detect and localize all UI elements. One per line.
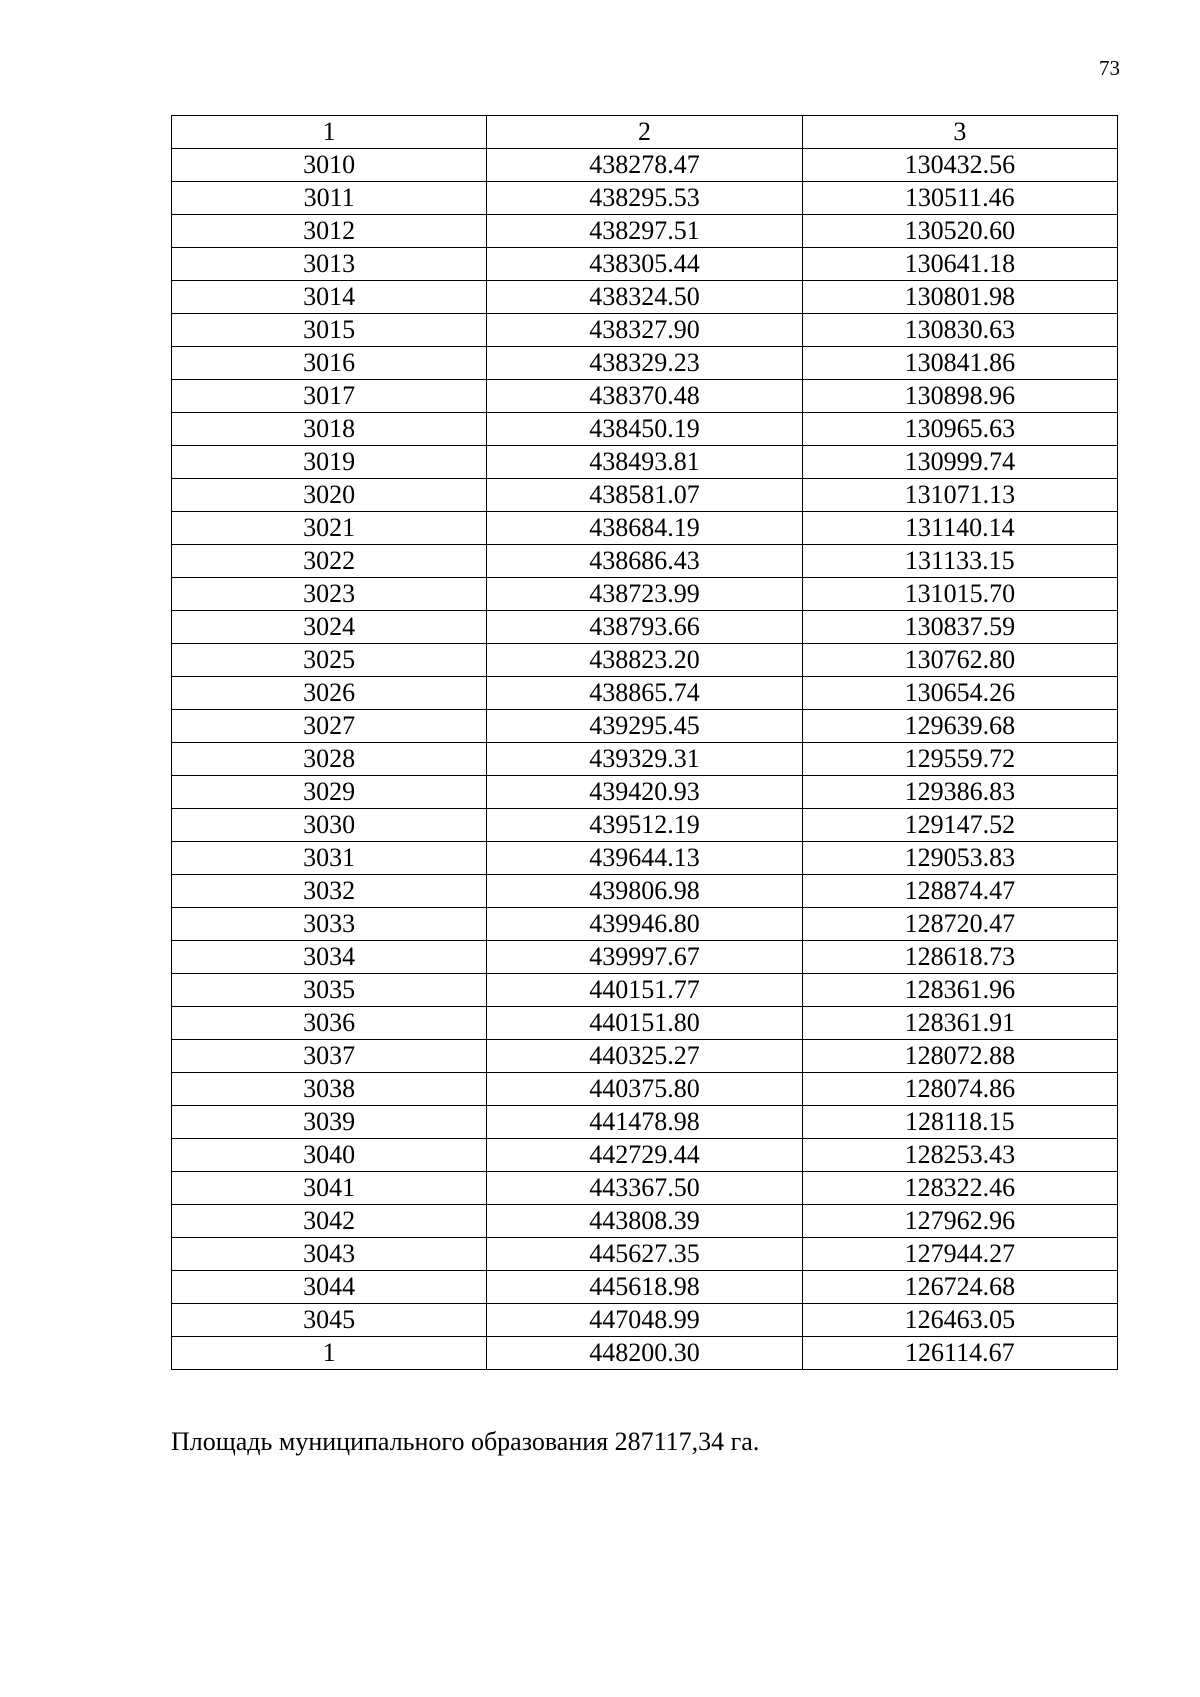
table-row bbox=[172, 446, 1118, 479]
table-row bbox=[172, 842, 1118, 875]
point-number-cell: 3014 bbox=[172, 281, 487, 314]
x-coordinate-cell: 438327.90 bbox=[487, 314, 802, 347]
table-row bbox=[172, 380, 1118, 413]
y-coordinate-cell: 130654.26 bbox=[802, 677, 1117, 710]
x-coordinate-cell: 438581.07 bbox=[487, 479, 802, 512]
table-row bbox=[172, 941, 1118, 974]
table-row bbox=[172, 1040, 1118, 1073]
x-coordinate-cell: 438450.19 bbox=[487, 413, 802, 446]
x-coordinate-cell: 439997.67 bbox=[487, 941, 802, 974]
table-row bbox=[172, 545, 1118, 578]
y-coordinate-cell: 128361.91 bbox=[802, 1007, 1117, 1040]
table-header-row bbox=[172, 116, 1118, 149]
table-row bbox=[172, 908, 1118, 941]
table-row bbox=[172, 1106, 1118, 1139]
y-coordinate-cell: 126463.05 bbox=[802, 1304, 1117, 1337]
y-coordinate-cell: 130898.96 bbox=[802, 380, 1117, 413]
point-number-cell: 3013 bbox=[172, 248, 487, 281]
x-coordinate-cell: 439946.80 bbox=[487, 908, 802, 941]
y-coordinate-cell: 128720.47 bbox=[802, 908, 1117, 941]
point-number-cell: 3032 bbox=[172, 875, 487, 908]
point-number-cell: 3029 bbox=[172, 776, 487, 809]
table-row bbox=[172, 1073, 1118, 1106]
point-number-cell: 3016 bbox=[172, 347, 487, 380]
table-row bbox=[172, 1139, 1118, 1172]
y-coordinate-cell: 129386.83 bbox=[802, 776, 1117, 809]
x-coordinate-cell: 438723.99 bbox=[487, 578, 802, 611]
x-coordinate-cell: 438793.66 bbox=[487, 611, 802, 644]
y-coordinate-cell: 130511.46 bbox=[802, 182, 1117, 215]
y-coordinate-cell: 131071.13 bbox=[802, 479, 1117, 512]
x-coordinate-cell: 438686.43 bbox=[487, 545, 802, 578]
point-number-cell: 3023 bbox=[172, 578, 487, 611]
point-number-cell: 3034 bbox=[172, 941, 487, 974]
point-number-cell: 3026 bbox=[172, 677, 487, 710]
header-cell: 3 bbox=[802, 116, 1117, 149]
x-coordinate-cell: 439329.31 bbox=[487, 743, 802, 776]
x-coordinate-cell: 438305.44 bbox=[487, 248, 802, 281]
point-number-cell: 3036 bbox=[172, 1007, 487, 1040]
point-number-cell: 1 bbox=[172, 1337, 487, 1370]
table-row bbox=[172, 413, 1118, 446]
area-statement: Площадь муниципального образования 287117,34 га. bbox=[171, 1427, 760, 1456]
point-number-cell: 3044 bbox=[172, 1271, 487, 1304]
point-number-cell: 3033 bbox=[172, 908, 487, 941]
x-coordinate-cell: 438370.48 bbox=[487, 380, 802, 413]
x-coordinate-cell: 438278.47 bbox=[487, 149, 802, 182]
x-coordinate-cell: 440151.77 bbox=[487, 974, 802, 1007]
table-row bbox=[172, 875, 1118, 908]
x-coordinate-cell: 438329.23 bbox=[487, 347, 802, 380]
point-number-cell: 3012 bbox=[172, 215, 487, 248]
y-coordinate-cell: 130432.56 bbox=[802, 149, 1117, 182]
point-number-cell: 3040 bbox=[172, 1139, 487, 1172]
y-coordinate-cell: 128618.73 bbox=[802, 941, 1117, 974]
table-row bbox=[172, 1172, 1118, 1205]
table-row bbox=[172, 710, 1118, 743]
y-coordinate-cell: 128118.15 bbox=[802, 1106, 1117, 1139]
y-coordinate-cell: 128074.86 bbox=[802, 1073, 1117, 1106]
y-coordinate-cell: 129053.83 bbox=[802, 842, 1117, 875]
table-row bbox=[172, 215, 1118, 248]
x-coordinate-cell: 441478.98 bbox=[487, 1106, 802, 1139]
y-coordinate-cell: 126724.68 bbox=[802, 1271, 1117, 1304]
x-coordinate-cell: 438324.50 bbox=[487, 281, 802, 314]
table-row bbox=[172, 149, 1118, 182]
point-number-cell: 3037 bbox=[172, 1040, 487, 1073]
table-row bbox=[172, 314, 1118, 347]
x-coordinate-cell: 445627.35 bbox=[487, 1238, 802, 1271]
point-number-cell: 3043 bbox=[172, 1238, 487, 1271]
page-number: 73 bbox=[1099, 56, 1120, 80]
point-number-cell: 3018 bbox=[172, 413, 487, 446]
x-coordinate-cell: 438823.20 bbox=[487, 644, 802, 677]
point-number-cell: 3028 bbox=[172, 743, 487, 776]
point-number-cell: 3015 bbox=[172, 314, 487, 347]
table-row bbox=[172, 1304, 1118, 1337]
x-coordinate-cell: 440375.80 bbox=[487, 1073, 802, 1106]
x-coordinate-cell: 438493.81 bbox=[487, 446, 802, 479]
table-row bbox=[172, 1205, 1118, 1238]
table-row bbox=[172, 1238, 1118, 1271]
table-row bbox=[172, 578, 1118, 611]
y-coordinate-cell: 130837.59 bbox=[802, 611, 1117, 644]
y-coordinate-cell: 131140.14 bbox=[802, 512, 1117, 545]
point-number-cell: 3020 bbox=[172, 479, 487, 512]
point-number-cell: 3024 bbox=[172, 611, 487, 644]
y-coordinate-cell: 130801.98 bbox=[802, 281, 1117, 314]
y-coordinate-cell: 130762.80 bbox=[802, 644, 1117, 677]
point-number-cell: 3011 bbox=[172, 182, 487, 215]
point-number-cell: 3031 bbox=[172, 842, 487, 875]
table-row bbox=[172, 281, 1118, 314]
y-coordinate-cell: 130999.74 bbox=[802, 446, 1117, 479]
table-row bbox=[172, 776, 1118, 809]
point-number-cell: 3035 bbox=[172, 974, 487, 1007]
y-coordinate-cell: 129639.68 bbox=[802, 710, 1117, 743]
table-row bbox=[172, 974, 1118, 1007]
header-cell: 2 bbox=[487, 116, 802, 149]
y-coordinate-cell: 130965.63 bbox=[802, 413, 1117, 446]
header-cell: 1 bbox=[172, 116, 487, 149]
point-number-cell: 3027 bbox=[172, 710, 487, 743]
y-coordinate-cell: 131015.70 bbox=[802, 578, 1117, 611]
y-coordinate-cell: 127962.96 bbox=[802, 1205, 1117, 1238]
x-coordinate-cell: 438684.19 bbox=[487, 512, 802, 545]
point-number-cell: 3010 bbox=[172, 149, 487, 182]
y-coordinate-cell: 128072.88 bbox=[802, 1040, 1117, 1073]
point-number-cell: 3022 bbox=[172, 545, 487, 578]
table-row bbox=[172, 677, 1118, 710]
coordinates-table bbox=[171, 115, 1118, 1370]
point-number-cell: 3019 bbox=[172, 446, 487, 479]
x-coordinate-cell: 447048.99 bbox=[487, 1304, 802, 1337]
table-row bbox=[172, 182, 1118, 215]
x-coordinate-cell: 445618.98 bbox=[487, 1271, 802, 1304]
y-coordinate-cell: 129147.52 bbox=[802, 809, 1117, 842]
y-coordinate-cell: 128361.96 bbox=[802, 974, 1117, 1007]
y-coordinate-cell: 128253.43 bbox=[802, 1139, 1117, 1172]
x-coordinate-cell: 438865.74 bbox=[487, 677, 802, 710]
table-row bbox=[172, 347, 1118, 380]
point-number-cell: 3017 bbox=[172, 380, 487, 413]
point-number-cell: 3039 bbox=[172, 1106, 487, 1139]
x-coordinate-cell: 438295.53 bbox=[487, 182, 802, 215]
x-coordinate-cell: 440325.27 bbox=[487, 1040, 802, 1073]
x-coordinate-cell: 438297.51 bbox=[487, 215, 802, 248]
table-row bbox=[172, 479, 1118, 512]
point-number-cell: 3025 bbox=[172, 644, 487, 677]
point-number-cell: 3038 bbox=[172, 1073, 487, 1106]
table-row bbox=[172, 512, 1118, 545]
y-coordinate-cell: 126114.67 bbox=[802, 1337, 1117, 1370]
x-coordinate-cell: 448200.30 bbox=[487, 1337, 802, 1370]
table-row bbox=[172, 1337, 1118, 1370]
x-coordinate-cell: 443367.50 bbox=[487, 1172, 802, 1205]
point-number-cell: 3042 bbox=[172, 1205, 487, 1238]
point-number-cell: 3041 bbox=[172, 1172, 487, 1205]
point-number-cell: 3021 bbox=[172, 512, 487, 545]
x-coordinate-cell: 439295.45 bbox=[487, 710, 802, 743]
y-coordinate-cell: 131133.15 bbox=[802, 545, 1117, 578]
x-coordinate-cell: 439420.93 bbox=[487, 776, 802, 809]
y-coordinate-cell: 130520.60 bbox=[802, 215, 1117, 248]
x-coordinate-cell: 439806.98 bbox=[487, 875, 802, 908]
y-coordinate-cell: 127944.27 bbox=[802, 1238, 1117, 1271]
table-row bbox=[172, 248, 1118, 281]
point-number-cell: 3045 bbox=[172, 1304, 487, 1337]
x-coordinate-cell: 440151.80 bbox=[487, 1007, 802, 1040]
x-coordinate-cell: 439512.19 bbox=[487, 809, 802, 842]
table-row bbox=[172, 743, 1118, 776]
y-coordinate-cell: 129559.72 bbox=[802, 743, 1117, 776]
table-row bbox=[172, 1007, 1118, 1040]
y-coordinate-cell: 128322.46 bbox=[802, 1172, 1117, 1205]
point-number-cell: 3030 bbox=[172, 809, 487, 842]
x-coordinate-cell: 439644.13 bbox=[487, 842, 802, 875]
x-coordinate-cell: 443808.39 bbox=[487, 1205, 802, 1238]
y-coordinate-cell: 130841.86 bbox=[802, 347, 1117, 380]
x-coordinate-cell: 442729.44 bbox=[487, 1139, 802, 1172]
table-row bbox=[172, 644, 1118, 677]
table-body bbox=[172, 116, 1118, 1370]
y-coordinate-cell: 128874.47 bbox=[802, 875, 1117, 908]
table-row bbox=[172, 809, 1118, 842]
y-coordinate-cell: 130830.63 bbox=[802, 314, 1117, 347]
table-row bbox=[172, 611, 1118, 644]
y-coordinate-cell: 130641.18 bbox=[802, 248, 1117, 281]
table-row bbox=[172, 1271, 1118, 1304]
